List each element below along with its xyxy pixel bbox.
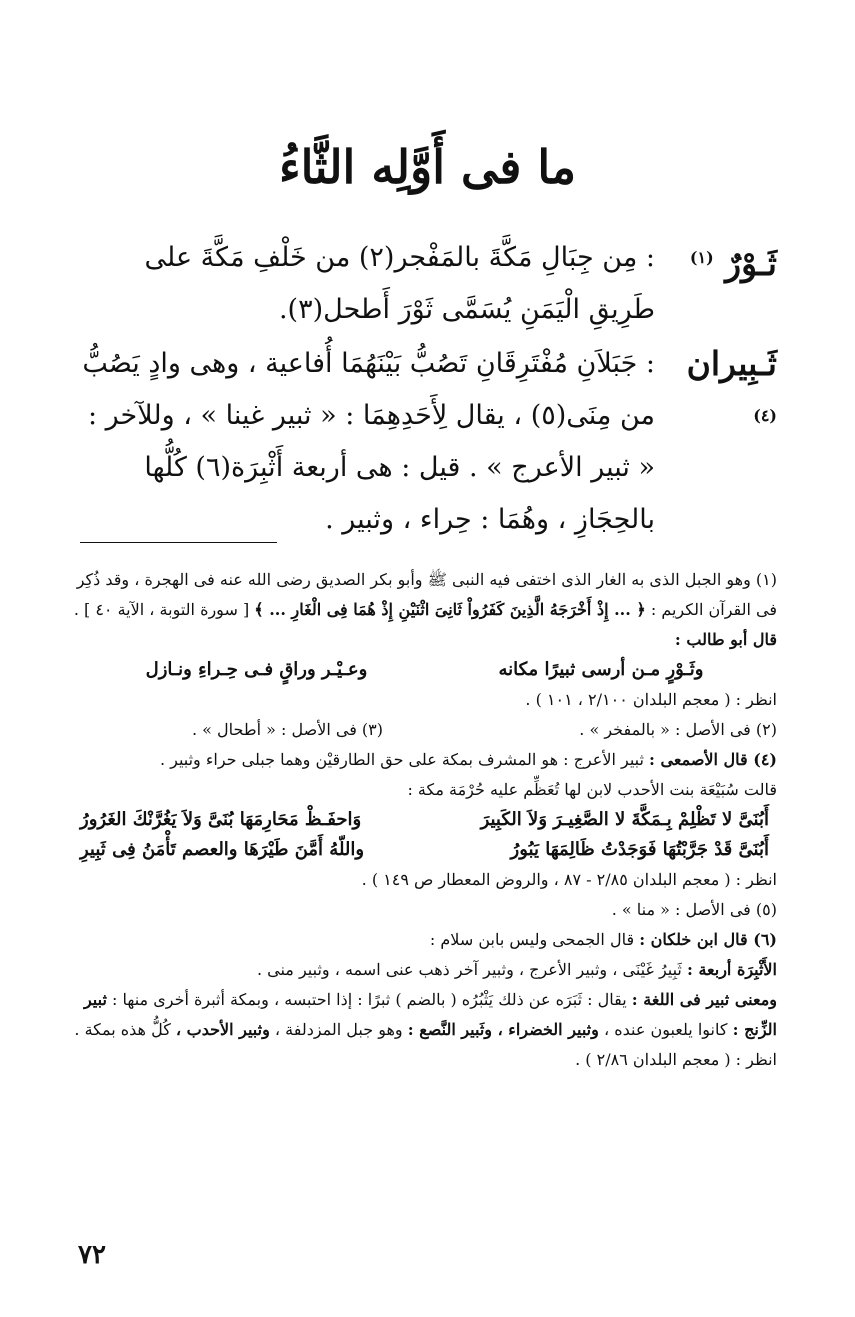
verse-hemistich: وعـيْـر وراقٍ فـى حِـراءِ ونـازل [145, 659, 368, 680]
verse-line [72, 805, 777, 835]
footnote-6 [72, 925, 777, 955]
verse-line [72, 835, 777, 865]
term-label: ثبير الزِّنج : [83, 990, 777, 1039]
entry-thabiran [72, 338, 777, 546]
entry-definition: : مِن جِبَالِ مَكَّةَ بالمَفْجر(٢) من خَلْفِ مَكَّةَ على طَرِيقِ الْيَمَنِ يُسَمَّى ثَوْرَ أَطحل(٣). [144, 242, 655, 325]
footnote-separator [80, 542, 277, 543]
footnote-6-text: قال الجمحى وليس بابن سلام : [429, 930, 635, 949]
footnote-6-line [72, 985, 777, 1075]
term-text: ثَبِيرُ غَيْنَى ، وثبير الأعرج ، وثبير آخر ذهب عنى اسمه ، وثبير منى . [256, 960, 682, 979]
footnotes [72, 565, 777, 1075]
footnote-4 [72, 745, 777, 775]
poet-intro: قالت سُبَيْعَة بنت الأحدب لابن لها تُعَظِّم عليه حُرْمَة مكة : [407, 780, 777, 799]
footnote-5: (٥) فى الأصل : « منا » . [611, 900, 777, 919]
footnote-3: (٣) فى الأصل : « أطحال » . [192, 720, 384, 739]
note-ref: (٤) [753, 406, 777, 425]
footnote-1 [72, 565, 777, 625]
entry-thawr [72, 232, 777, 336]
term-text: وهو جبل المزدلفة ، [274, 1020, 403, 1039]
verse-hemistich: وَاحفَـظْ مَحَارِمَهَا بُنَىَّ وَلاَ يَغُرَّنْكَ الغَرُورُ [80, 809, 362, 830]
verse-hemistich: وثَـوْرٍ مـن أرسى ثبيرًا مكانه [498, 659, 704, 680]
entry-term-word: ثَـوْرٌ [725, 244, 777, 283]
term-text: كُلُّ هذه بمكة . انظر : ( معجم البلدان ٢/٨٦ ) . [74, 1020, 777, 1069]
entry-term [655, 338, 777, 448]
term-text: يقال : ثَبَرَه عن ذلك يَثْبُرُه ( بالضم ) ثبرًا : إذا احتبسه ، وبمكة أثبرة أخرى منها : [112, 990, 627, 1009]
page-number: ٧٢ [78, 1240, 106, 1270]
footnote-6-line [72, 955, 777, 985]
term-label: ومعنى ثبير فى اللغة : [631, 990, 777, 1009]
quran-reference: [ سورة التوبة ، الآية ٤٠ ] . [73, 600, 250, 619]
footnote-4-text: ثبير الأعرج : هو المشرف بمكة على حق الطارقيْن وهما جبلى حراء وثبير . [159, 750, 644, 769]
term-label: وثبير الأحدب ، [175, 1020, 270, 1039]
source-reference: انظر : ( معجم البلدان ٢/٨٥ - ٨٧ ، والروض المعطار ص ١٤٩ ) . [361, 870, 777, 889]
verse-hemistich: أَبُنَىَّ قَدْ جَرَّبْتُهَا فَوَجَدْتُ ظَالِمَهَا يَبُورُ [510, 839, 769, 860]
quran-quote: ﴿ ... إِذْ أَخْرَجَهُ الَّذِينَ كَفَرُواْ ثَانِىَ اثْنَيْنِ إِذْ هُمَا فِى الْغَارِ ... ﴾ [254, 600, 646, 619]
verse-hemistich: واللّهُ أَمَّنَ طَيْرَهَا والعصم تَأْمَنُ فِى ثَبِيرِ [80, 839, 365, 860]
note-ref: (١) [689, 248, 714, 267]
footnote-1-text: (١) وهو الجبل الذى به الغار الذى اختفى فيه النبى ﷺ وأبو بكر الصديق رضى الله عنه فى الهجرة ، وقد ذُكِر فى القرآن الكريم : [76, 570, 777, 619]
verse-line [72, 655, 777, 685]
footnotes-2-3 [72, 715, 777, 745]
footnote-2: (٢) فى الأصل : « بالمفخر » . [579, 720, 777, 739]
poet-intro: قال أبو طالب : [674, 630, 777, 649]
entry-term [655, 232, 777, 290]
footnote-4-label: (٤) قال الأصمعى : [649, 750, 777, 769]
verse-hemistich: أَبُنَىَّ لا تَظْلِمْ بِـمَكَّةَ لا الصَّغِيـرَ وَلاَ الكَبِيرَ [480, 809, 769, 830]
footnote-6-label: (٦) قال ابن خلكان : [639, 930, 777, 949]
term-text: كانوا يلعبون عنده ، [603, 1020, 728, 1039]
term-label: وثبير الخضراء ، وثَبير النَّصع : [407, 1020, 599, 1039]
chapter-title: ما فى أَوَّلِه الثَّاءُ [278, 140, 577, 194]
source-reference: انظر : ( معجم البلدان ٢/١٠٠ ، ١٠١ ) . [525, 690, 777, 709]
entry-term-word: ثَـبِيران [686, 344, 777, 383]
term-label: الأَثْبِرَة أربعة : [686, 960, 777, 979]
entry-definition: : جَبَلاَنِ مُفْتَرِقَانِ تَصُبُّ بَيْنَهُمَا أُفاعية ، وهى وادٍ يَصُبُّ من مِنَى(٥) ، يقال لِأَحَدِهِمَا : « ثبير غينا » ، وللآخر : « ثبير الأعرج » . قيل : هى أربعة أَثْبِرَة(٦) كُلُّها بالحِجَازِ ، وهُمَا : حِراء ، وثبير . [82, 348, 655, 535]
